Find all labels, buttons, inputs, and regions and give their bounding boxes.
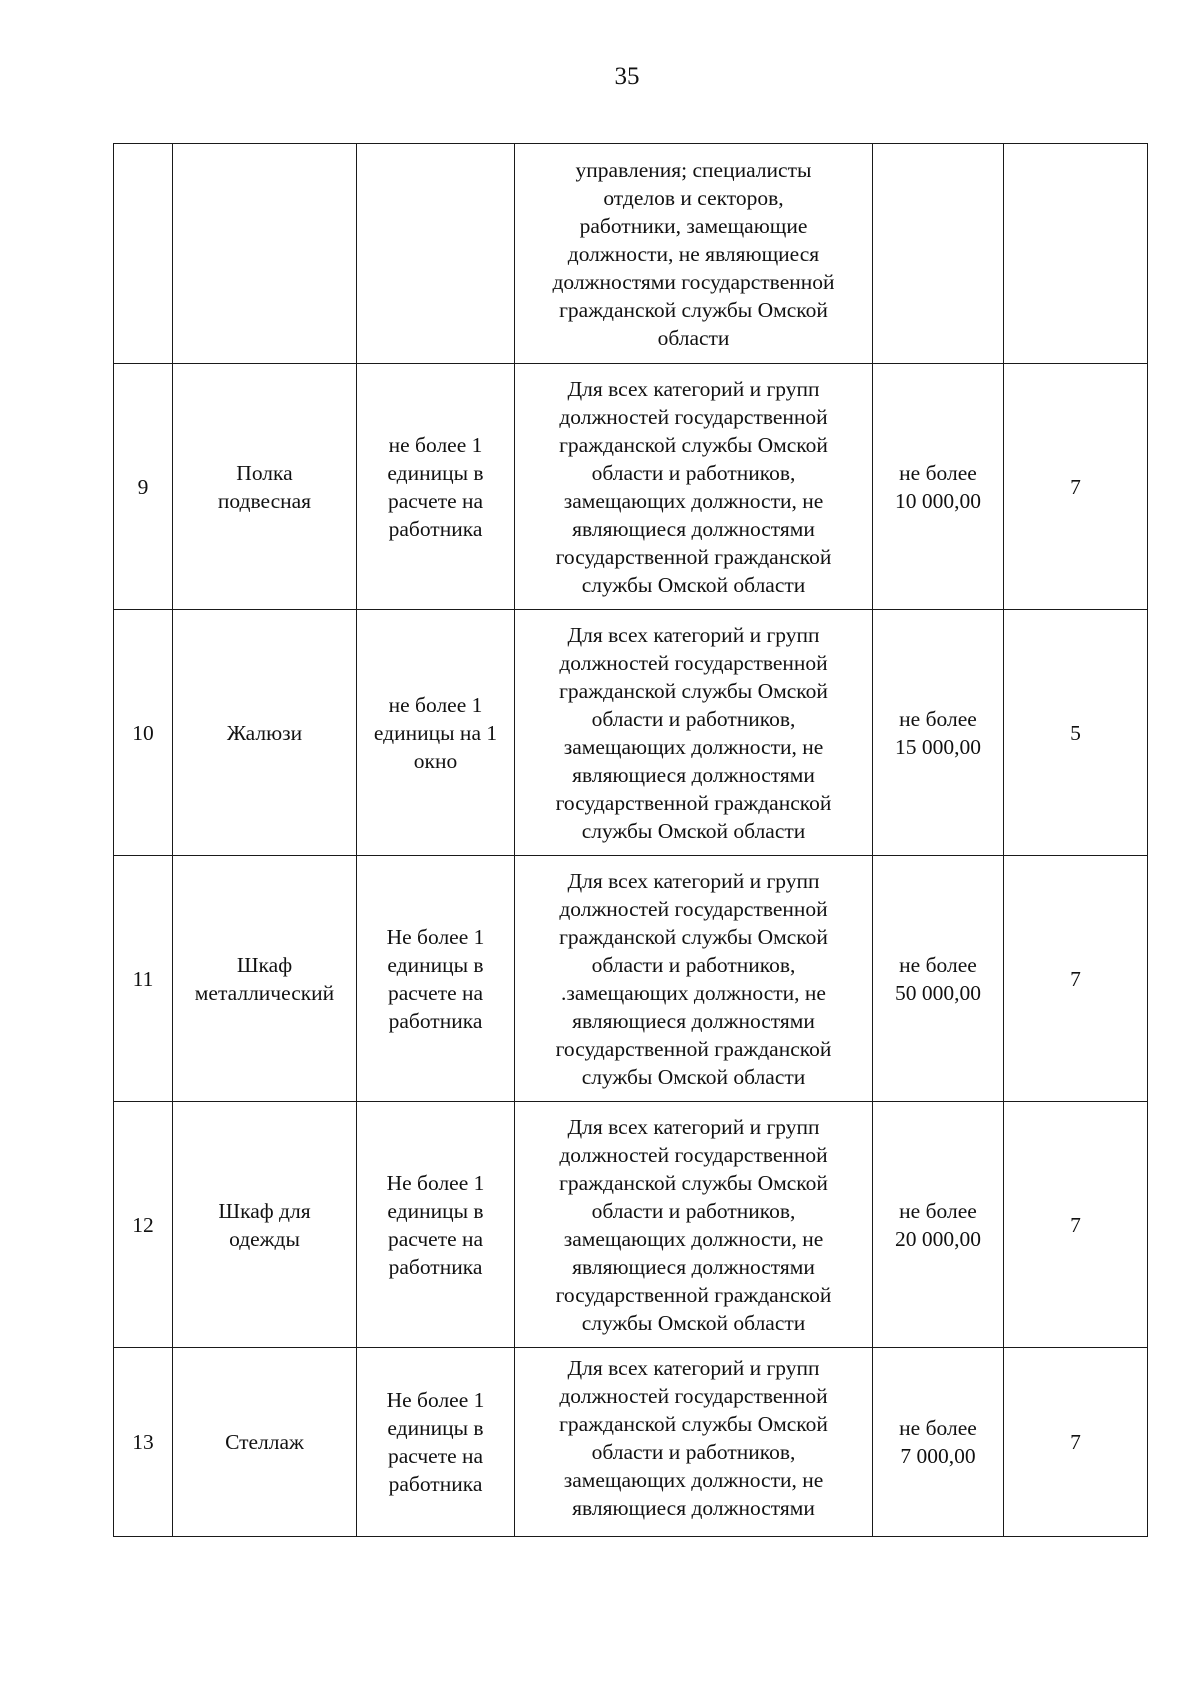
text-line: расчете на [387,1444,484,1468]
table-row [114,1348,1148,1537]
cell-quantity [357,364,515,610]
text-line: 20 000,00 [895,1226,981,1251]
text-line: не более [899,1416,977,1440]
text-line: государственной гражданской [555,1036,832,1061]
text-line: Не более 1 [386,1170,485,1195]
text-line: службы Омской области [581,572,806,597]
text-line: расчете на [387,488,484,513]
text-line: Шкаф [236,952,293,977]
text-line: области [657,325,730,350]
text-line: единицы в [387,1198,484,1223]
cell-item-name [173,364,357,610]
cell-number: 9 [114,364,173,610]
text-line: Не более 1 [386,924,485,949]
text-line: работника [388,1254,483,1279]
text-line: гражданской службы Омской [559,432,828,457]
text-line: области и работников, [591,1440,796,1464]
table-row [114,610,1148,856]
table-row [114,1102,1148,1348]
text-line: являющиеся должностями [572,1254,815,1279]
cell-service-years: 7 [1004,1102,1148,1348]
text-line: не более 1 [388,432,483,457]
text-line: должностей государственной [559,650,828,675]
text-line: не более [899,460,977,485]
cell-category [515,856,873,1102]
text-line: работника [388,1472,483,1496]
text-line: Для всех категорий и групп [567,622,820,647]
text-line: Для всех категорий и групп [567,376,820,401]
cell-service-years: 7 [1004,856,1148,1102]
text-line: должностей государственной [559,1384,828,1408]
cell-item-name [173,1348,357,1537]
text-line: 7 000,00 [900,1444,976,1468]
text-line: области и работников, [591,460,796,485]
text-line: 10 000,00 [895,488,981,513]
text-line: единицы в [387,460,484,485]
text-line: отделов и секторов, [603,185,784,210]
text-line: Жалюзи [226,720,303,745]
cell-service-years: 7 [1004,1348,1148,1537]
cell-category [515,1102,873,1348]
text-line: государственной гражданской [555,1282,832,1307]
text-line: расчете на [387,1226,484,1251]
text-line: должности, не являющиеся [567,241,820,266]
text-line: Не более 1 [386,1388,485,1412]
text-line: управления; специалисты [575,157,812,182]
text-line: государственной гражданской [555,790,832,815]
cell-quantity [357,1348,515,1537]
text-line: работника [388,1008,483,1033]
text-line: области и работников, [591,1198,796,1223]
cell-item-name [173,1102,357,1348]
text-line: не более 1 [388,692,483,717]
cell-category [515,364,873,610]
text-line: Для всех категорий и групп [567,1114,820,1139]
cell-price [873,610,1004,856]
cell-price [873,856,1004,1102]
text-line: гражданской службы Омской [559,297,828,322]
cell-price [873,1102,1004,1348]
text-line: Для всех категорий и групп [567,1356,820,1380]
text-line: металлический [194,980,335,1005]
cell-quantity [357,144,515,364]
text-line: работники, замещающие [579,213,808,238]
cell-price [873,1348,1004,1537]
text-line: являющиеся должностями [572,1496,815,1520]
cell-item-name [173,856,357,1102]
text-line: единицы в [387,952,484,977]
text-line: являющиеся должностями [572,516,815,541]
cell-category [515,610,873,856]
text-line: не более [899,952,977,977]
cell-number: 10 [114,610,173,856]
text-line: окно [413,748,458,773]
text-line: службы Омской области [581,818,806,843]
text-line: гражданской службы Омской [559,678,828,703]
cell-service-years: 5 [1004,610,1148,856]
text-line: службы Омской области [581,1064,806,1089]
text-line: подвесная [217,488,312,513]
cell-price [873,144,1004,364]
cell-quantity [357,610,515,856]
text-line: замещающих должности, не [563,488,824,513]
text-line: .замещающих должности, не [561,980,826,1005]
cell-number [114,144,173,364]
text-line: Для всех категорий и групп [567,868,820,893]
cell-number: 12 [114,1102,173,1348]
text-line: государственной гражданской [555,544,832,569]
text-line: области и работников, [591,706,796,731]
text-line: замещающих должности, не [563,1468,824,1492]
cell-quantity [357,856,515,1102]
cell-number: 13 [114,1348,173,1537]
text-line: должностей государственной [559,1142,828,1167]
table-row [114,856,1148,1102]
text-line: должностями государственной [552,269,835,294]
cell-service-years [1004,144,1148,364]
text-line: области и работников, [591,952,796,977]
text-line: службы Омской области [581,1310,806,1335]
text-line: замещающих должности, не [563,734,824,759]
text-line: не более [899,706,977,731]
text-line: являющиеся должностями [572,762,815,787]
text-line: 15 000,00 [895,734,981,759]
cell-price [873,364,1004,610]
cell-category [515,1348,873,1537]
text-line: работника [388,516,483,541]
text-line: единицы на 1 [373,720,498,745]
text-line: должностей государственной [559,404,828,429]
text-line: Полка [236,460,293,485]
table-row [114,144,1148,364]
text-line: замещающих должности, не [563,1226,824,1251]
text-line: Стеллаж [225,1430,304,1454]
text-line: являющиеся должностями [572,1008,815,1033]
text-line: должностей государственной [559,896,828,921]
text-line: гражданской службы Омской [559,1170,828,1195]
text-line: не более [899,1198,977,1223]
page-number: 35 [614,63,640,90]
text-line: одежды [229,1226,300,1251]
table-row [114,364,1148,610]
text-line: гражданской службы Омской [559,924,828,949]
text-line: 50 000,00 [895,980,981,1005]
cell-quantity [357,1102,515,1348]
text-line: расчете на [387,980,484,1005]
cell-category [515,144,873,364]
cell-service-years: 7 [1004,364,1148,610]
text-line: гражданской службы Омской [559,1412,828,1436]
text-line: Шкаф для [218,1198,311,1223]
furniture-norms-table [113,143,1148,1537]
cell-item-name [173,144,357,364]
cell-item-name [173,610,357,856]
text-line: единицы в [387,1416,484,1440]
cell-number: 11 [114,856,173,1102]
